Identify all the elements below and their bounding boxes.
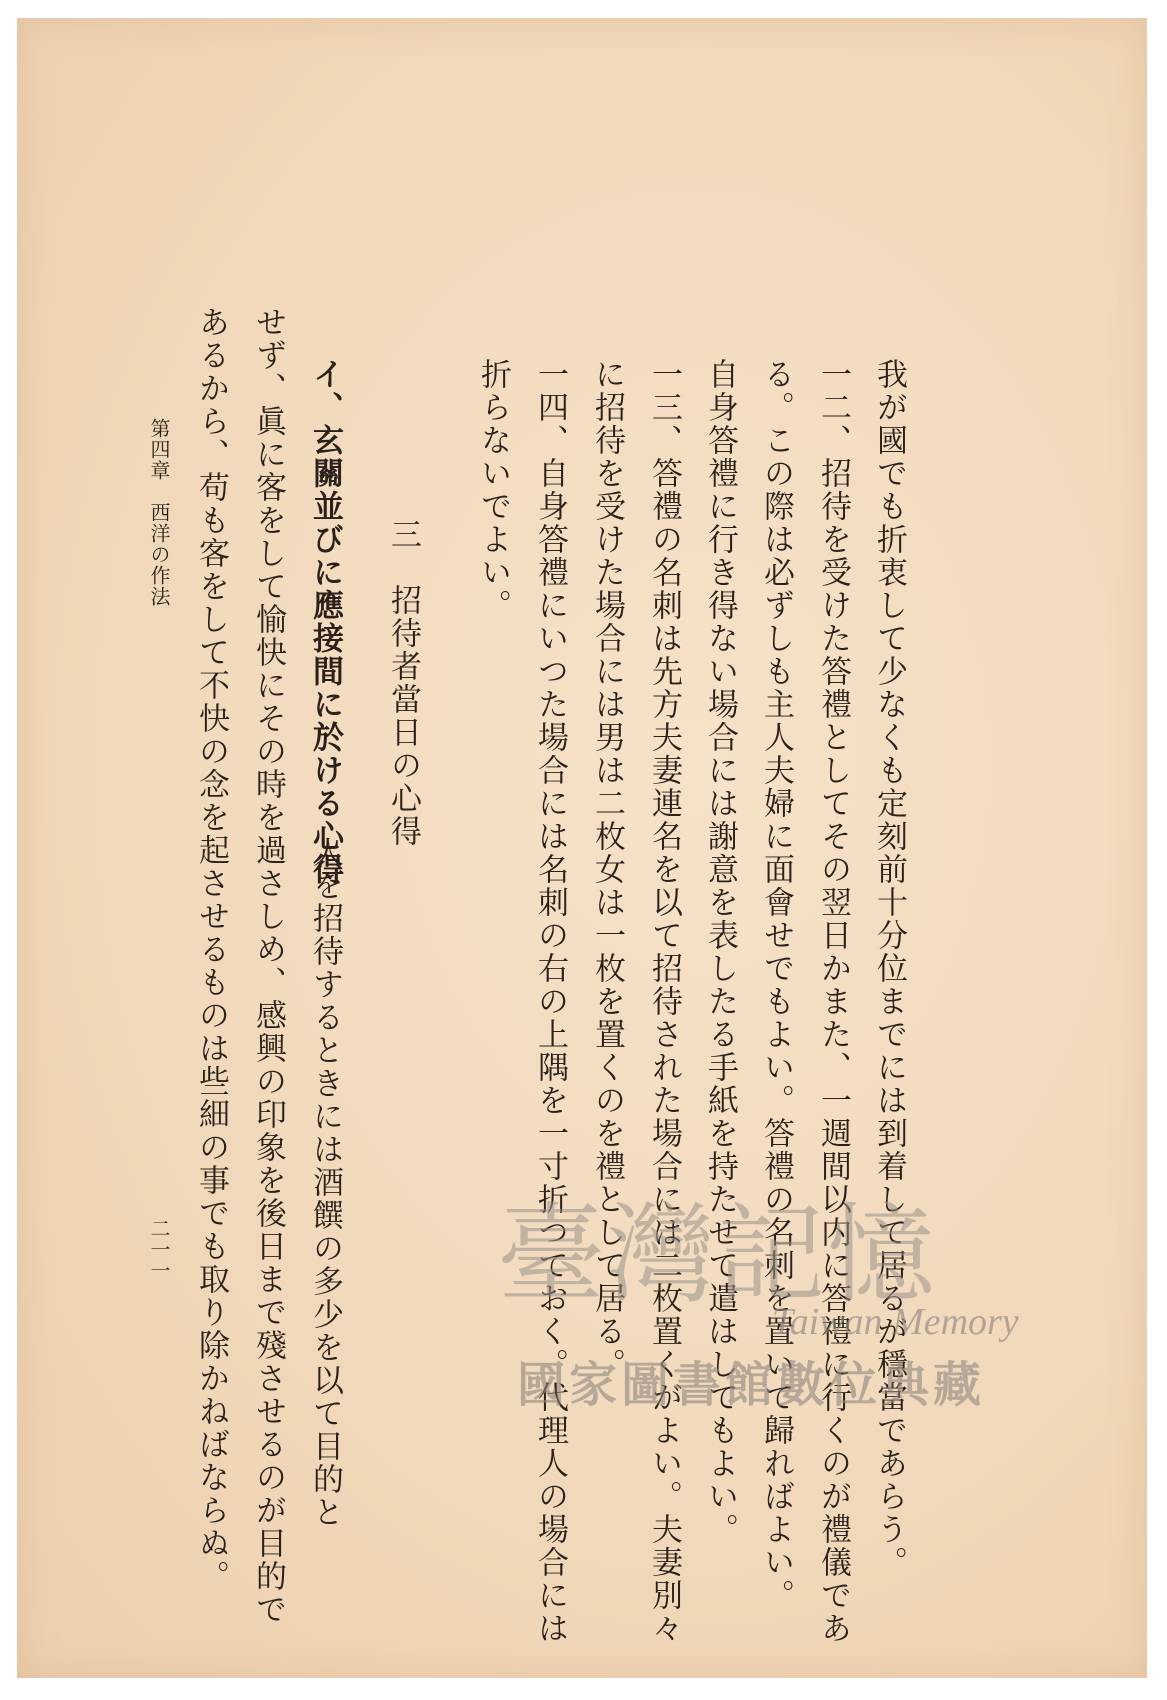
section-heading: 三 招待者當日の心得 bbox=[385, 518, 421, 848]
text-column-8: 折らないでよい。 bbox=[475, 358, 511, 622]
text-column-11: あるから、苟も客をして不快の念を起させるものは些細の事でも取り除かねばならぬ。 bbox=[193, 306, 229, 1593]
watermark-institution: 國家圖書館數位典藏 bbox=[517, 1357, 986, 1413]
text-column-9: 人を招待するときには酒饌の多少を以て目的と bbox=[307, 836, 343, 1529]
chapter-running-head: 第四章 西洋の作法 bbox=[147, 418, 171, 607]
book-page bbox=[17, 18, 1147, 1678]
watermark-logo: 臺灣記憶 bbox=[497, 1193, 938, 1318]
text-column-4: 自身答禮に行き得ない場合には謝意を表したる手紙を持たせて遣はしてもよい。 bbox=[702, 358, 738, 1546]
text-column-10: せず、眞に客をして愉快にその時を過さしめ、感興の印象を後日まで殘させるのが目的で bbox=[250, 306, 286, 1626]
text-column-5: 一三、答禮の名刺は先方夫妻連名を以て招待された場合には二枚置くがよい。夫妻別々 bbox=[646, 358, 682, 1645]
text-column-1: 我が國でも折衷して少なくも定刻前十分位までには到着して居るが穩當であらう。 bbox=[871, 358, 907, 1579]
subsection-heading: イ、玄關並びに應接間に於ける心得 bbox=[307, 358, 343, 886]
text-column-6: に招待を受けた場合には男は二枚女は一枚を置くのを禮として居る。 bbox=[589, 358, 625, 1381]
text-column-7: 一四、自身答禮にいつた場合には名刺の右の上隅を一寸折つておく。代理人の場合には bbox=[532, 358, 568, 1645]
text-column-2: 一二、招待を受けた答禮としてその翌日かまた、一週間以内に答禮に行くのが禮儀であ bbox=[815, 358, 851, 1645]
page-number: 二一一 bbox=[147, 1218, 171, 1281]
watermark-english: Taiwan Memory bbox=[772, 1301, 1019, 1343]
text-column-3: る。この際は必ずしも主人夫婦に面會せでもよい。答禮の名刺を置いて歸ればよい。 bbox=[758, 358, 794, 1612]
